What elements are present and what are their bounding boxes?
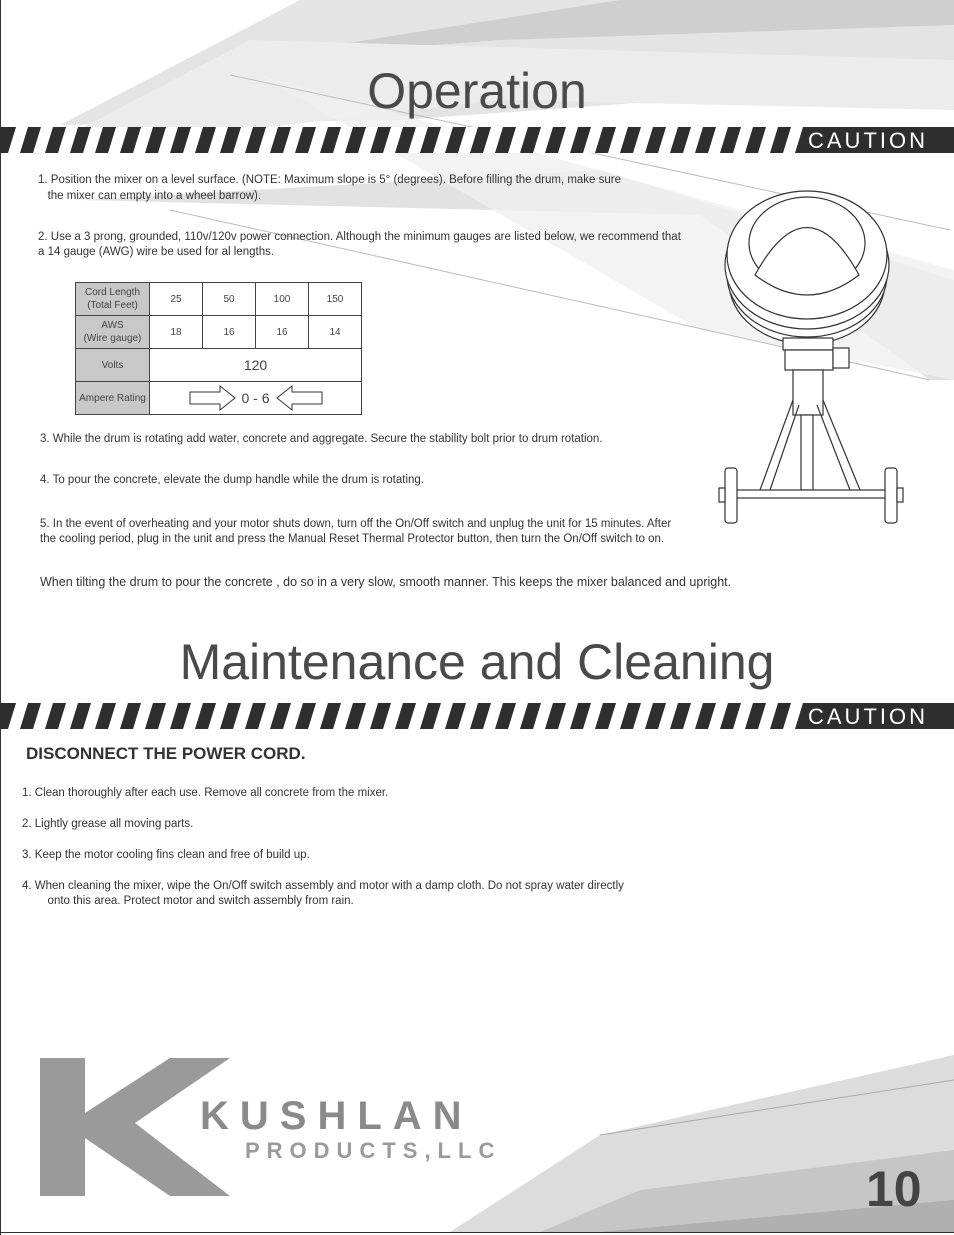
disconnect-warning: DISCONNECT THE POWER CORD. [26,744,306,763]
caution-label: CAUTION [808,128,928,153]
page-number: 10 [866,1161,922,1217]
operation-title: Operation [367,63,587,119]
operation-step-1-line-1: 1. Position the mixer on a level surface. (NOTE: Maximum slope is 5° (degrees). Before filling the drum, make sure [38,174,622,186]
maintenance-step-1: 1. Clean thoroughly after each use. Remove all concrete from the mixer. [22,787,389,799]
operation-step-3: 3. While the drum is rotating add water, concrete and aggregate. Secure the stability bolt prior to drum rotation. [40,433,603,445]
maintenance-step-4-line-2: onto this area. Protect motor and switch assembly from rain. [22,895,354,907]
page-border-bottom [0,1232,954,1233]
operation-note: When tilting the drum to pour the concrete , do so in a very slow, smooth manner. This keeps the mixer balanced and upright. [40,575,732,589]
cord-length-value: 100 [256,283,309,316]
ampere-header: Ampere Rating [76,382,150,415]
cement-mixer-illustration [715,185,915,530]
operation-step-1-line-2: the mixer can empty into a wheel barrow). [38,190,262,202]
cord-length-value: 50 [203,283,256,316]
maintenance-step-4-line-1: 4. When cleaning the mixer, wipe the On/Off switch assembly and motor with a damp cloth. Do not spray water directly [22,880,624,892]
operation-step-5-line-1: 5. In the event of overheating and your motor shuts down, turn off the On/Off switch and unplug the unit for 15 minutes. After [40,518,672,530]
page-border-left [0,0,1,1235]
cord-length-value: 150 [309,283,362,316]
volts-value: 120 [150,349,362,382]
caution-label: CAUTION [808,704,928,729]
operation-step-2-line-2: a 14 gauge (AWG) wire be used for al lengths. [38,246,275,258]
aws-value: 16 [256,316,309,349]
maintenance-step-3: 3. Keep the motor cooling fins clean and free of build up. [22,849,310,861]
volts-header: Volts [76,349,150,382]
maintenance-step-2: 2. Lightly grease all moving parts. [22,818,194,830]
cord-length-header: Cord Length (Total Feet) [76,283,150,316]
operation-step-5-line-2: the cooling period, plug in the unit and press the Manual Reset Thermal Protector button, then turn the On/Off switch to on. [40,533,665,545]
cord-length-value: 25 [150,283,203,316]
cord-spec-table [75,282,362,415]
aws-value: 18 [150,316,203,349]
ampere-cell [150,382,362,415]
maintenance-title: Maintenance and Cleaning [179,634,775,690]
logo-name: KUSHLAN [200,1094,473,1138]
aws-value: 14 [309,316,362,349]
ampere-value: 0 - 6 [241,390,270,406]
aws-header: AWS (Wire gauge) [76,316,150,349]
logo-subtitle: PRODUCTS,LLC [245,1138,502,1163]
aws-value: 16 [203,316,256,349]
operation-step-2-line-1: 2. Use a 3 prong, grounded, 110v/120v power connection. Although the minimum gauges are listed below, we recommend that [38,231,681,243]
operation-step-4: 4. To pour the concrete, elevate the dump handle while the drum is rotating. [40,474,424,486]
